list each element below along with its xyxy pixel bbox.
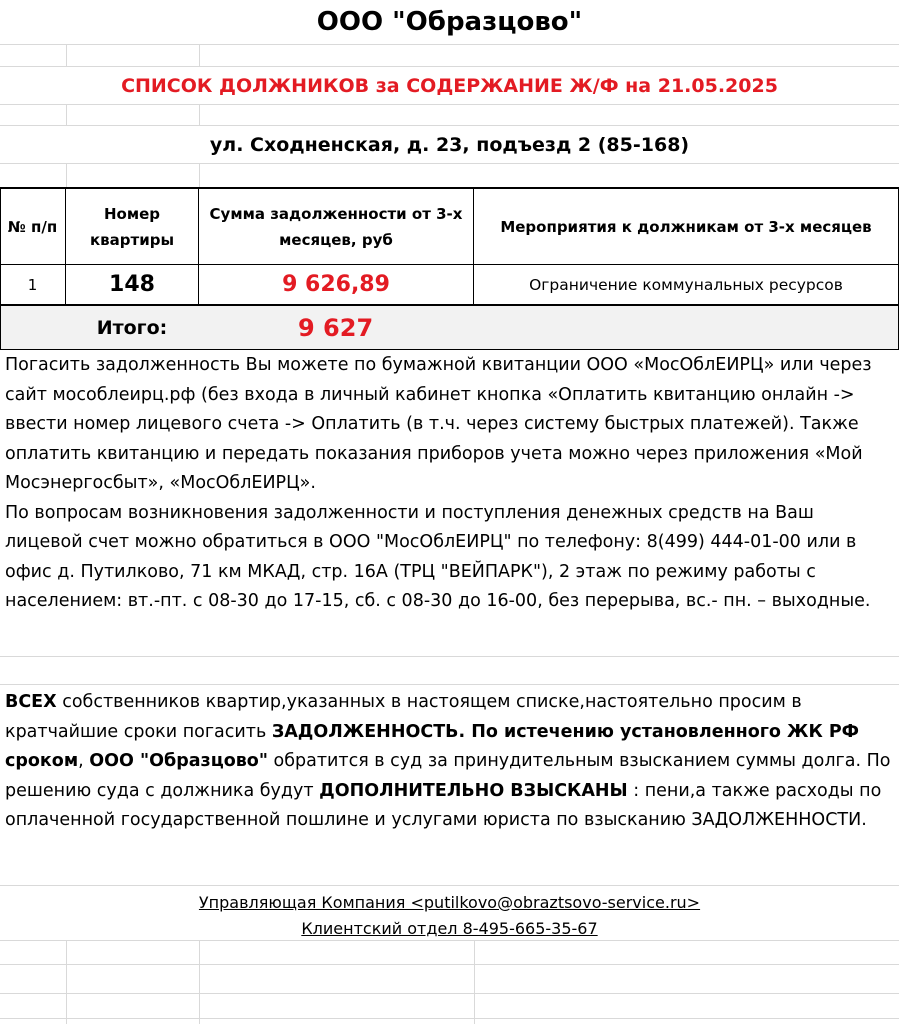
warning-bold-company: ООО "Образцово" — [89, 751, 268, 771]
grid-line — [0, 1018, 899, 1019]
contact-instructions: По вопросам возникновения задолженности и поступления денежных средств на Ваш лицевой счет можно обратиться в ООО "МосОблЕИРЦ" по телефону: 8(499) 444-01-00 или в офис д. Путилково, 71 км МКАД, стр. 16А (ТРЦ "ВЕЙПАРК"), 2 этаж по режиму работы с населением: вт.-пт. с 08-30 до 17-15, сб. с 08-30 до 16-00, без перерыва, вс.- пн. – выходные. — [5, 502, 871, 611]
grid-line — [0, 163, 899, 164]
page-title: ООО "Образцово" — [316, 7, 583, 37]
grid-line — [0, 656, 899, 657]
company-contact-link[interactable]: Управляющая Компания <putilkovo@obraztsovo-service.ru> — [198, 892, 701, 912]
payment-instructions: Погасить задолженность Вы можете по бумажной квитанции ООО «МосОблЕИРЦ» или через сайт мособлеирц.рф (без входа в личный кабинет кнопка «Оплатить квитанцию онлайн -> ввести номер лицевого счета -> Оплатить (в т.ч. через систему быстрых платежей). Также оплатить квитанцию и передать показания приборов учета можно через приложения «Мой Мосэнергосбыт», «МосОблЕИРЦ». — [5, 355, 872, 493]
grid-line — [66, 940, 67, 1024]
total-value: 9 627 — [298, 313, 374, 342]
grid-line — [0, 993, 899, 994]
warning-bold-all: ВСЕХ — [5, 692, 57, 712]
warning-text: : пени,а также расходы по оплаченной государственной пошлине и услугами юриста по взысканию ЗАДОЛЖЕННОСТИ. — [5, 780, 882, 830]
grid-line — [199, 104, 200, 125]
grid-line — [66, 104, 67, 125]
grid-line — [199, 163, 200, 188]
grid-line — [66, 163, 67, 188]
grid-line — [0, 940, 899, 941]
grid-line — [0, 104, 899, 105]
total-label: Итого: — [96, 316, 168, 339]
warning-text: обратится в суд за принудительным взысканием суммы долга. По решению суда с должника будут — [5, 751, 891, 801]
warning-bold-additional: ДОПОЛНИТЕЛЬНО ВЗЫСКАНЫ — [319, 780, 628, 801]
table-border — [0, 349, 899, 350]
debt-warning — [5, 688, 895, 836]
grid-line — [199, 940, 200, 1024]
grid-line — [0, 885, 899, 886]
warning-text: собственников квартир,указанных в настоящем списке,настоятельно просим в кратчайшие сроки погасить — [5, 692, 802, 742]
warning-text: , — [78, 751, 90, 771]
header-num: № п/п — [7, 217, 58, 236]
grid-line — [0, 964, 899, 965]
debtors-list-heading: СПИСОК ДОЛЖНИКОВ за СОДЕРЖАНИЕ Ж/Ф на 21.05.2025 — [121, 75, 778, 97]
grid-line — [199, 44, 200, 66]
client-department-phone[interactable]: Клиентский отдел 8-495-665-35-67 — [0, 916, 899, 940]
row-debt-amount: 9 626,89 — [282, 272, 390, 297]
grid-line — [0, 66, 899, 67]
header-debt-amount: Сумма задолженности от 3-х месяцев, руб — [209, 204, 463, 249]
grid-line — [0, 125, 899, 126]
row-num: 1 — [27, 275, 38, 294]
address-heading: ул. Сходненская, д. 23, подъезд 2 (85-168) — [209, 134, 690, 156]
row-measures: Ограничение коммунальных ресурсов — [529, 275, 843, 294]
warning-bold-debt: ЗАДОЛЖЕННОСТЬ. По истечению установленного ЖК РФ сроком — [5, 721, 860, 771]
grid-line — [474, 940, 475, 1024]
grid-line — [0, 44, 899, 45]
header-apartment: Номер квартиры — [89, 204, 175, 249]
header-measures: Мероприятия к должникам от 3-х месяцев — [500, 217, 872, 236]
payment-info — [5, 351, 895, 617]
grid-line — [66, 44, 67, 66]
row-apartment: 148 — [109, 272, 155, 297]
grid-line — [0, 684, 899, 685]
